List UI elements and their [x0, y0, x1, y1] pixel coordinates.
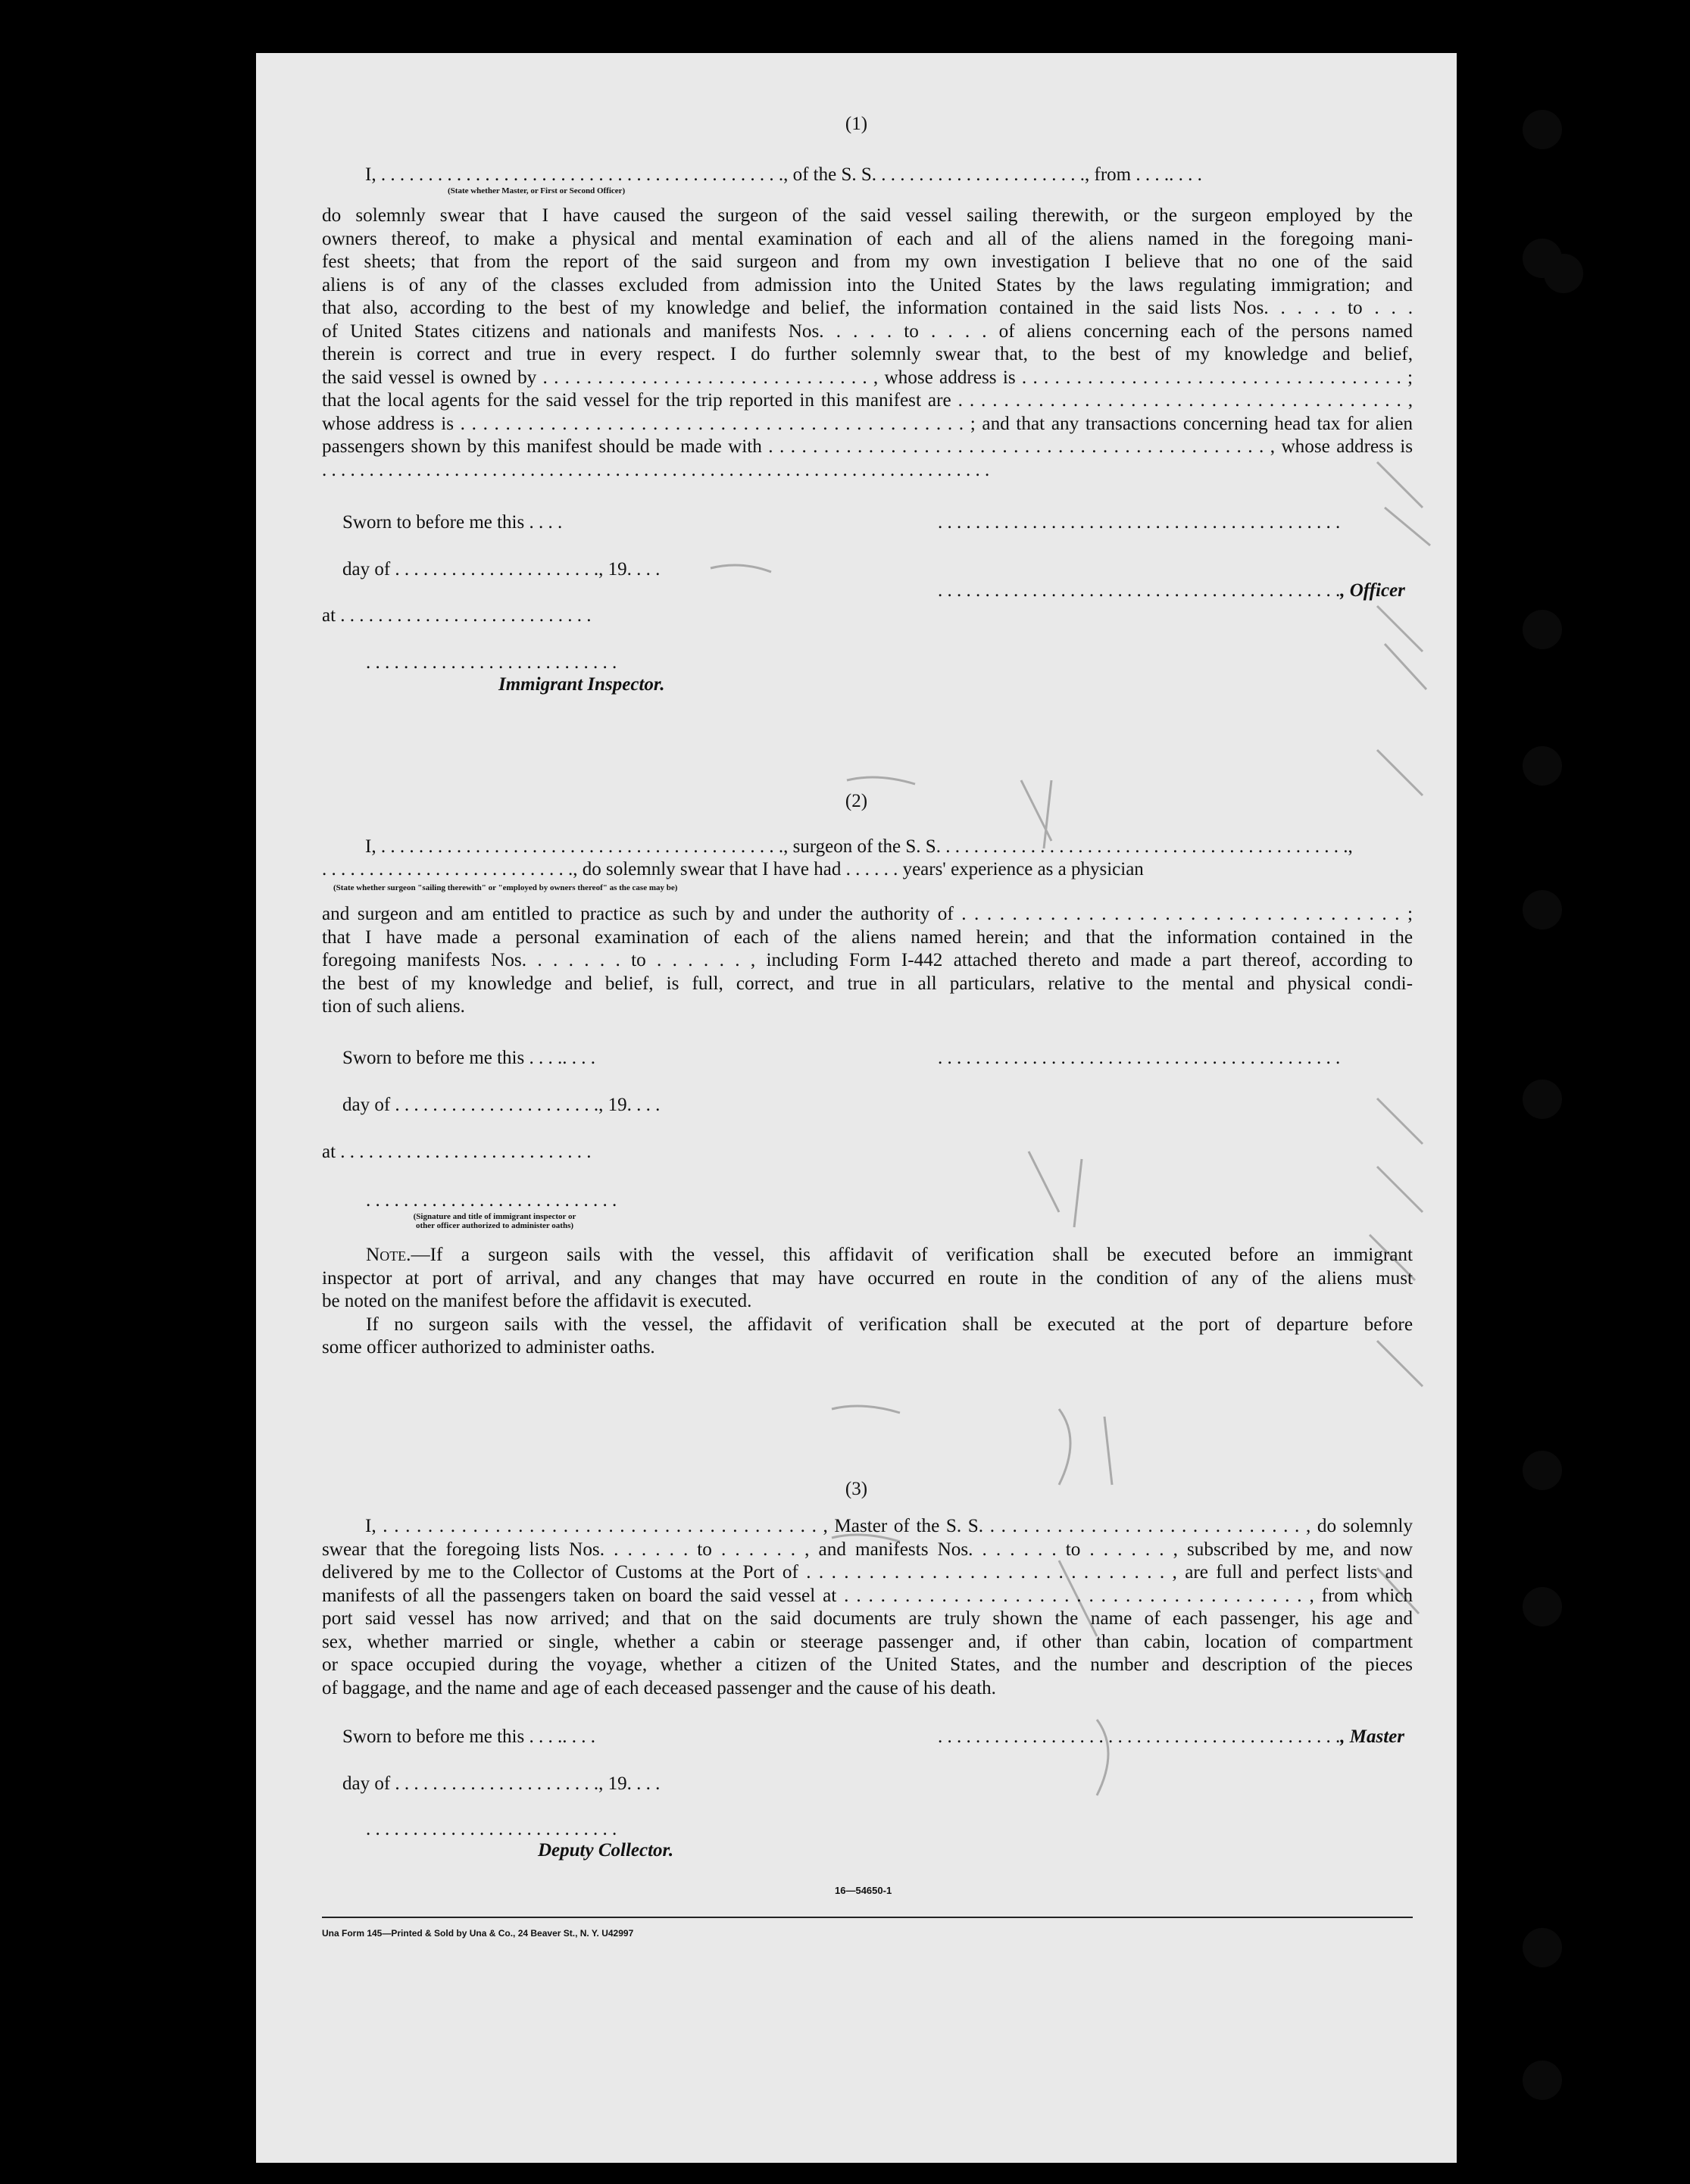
section-2-number: (2) [845, 791, 868, 811]
s2-day-label: day of [342, 1095, 391, 1115]
s3-para-line-6: sex, whether married or single, whether a cabin or steerage passenger and, if other than cabin, location of compartment [322, 1631, 1413, 1652]
s1-officer-label: , Officer [1340, 580, 1405, 601]
note-line-2: inspector at port of arrival, and any changes that may have occurred en route in the condition of any of the aliens must [322, 1267, 1413, 1289]
punch-hole [1523, 610, 1562, 649]
s2-para-line-1: and surgeon and am entitled to practice as such by and under the authority of . . . . . . . . . . . . . . . . . . . . . . . . . . . . . . . . . . . ; [322, 904, 1413, 924]
s1-para-line-10: whose address is . . . . . . . . . . . . . . . . . . . . . . . . . . . . . . . . . . . . . . . . . . . . . ; and that any transactions concerning head tax for alien [322, 413, 1413, 434]
s3-para-line-4: manifests of all the passengers taken on board the said vessel at . . . . . . . . . . . . . . . . . . . . . . . . . . . . . . . . . . . . . . , from which [322, 1585, 1413, 1606]
note-label: Note. [366, 1245, 411, 1265]
s3-para-line-5: port said vessel has now arrived; and that on the said documents are truly shown the name of each passenger, his age and [322, 1608, 1413, 1629]
s3-day-dots: . . . . . . . . . . . . . . . . . . . . . . [395, 1773, 599, 1794]
s2-sworn-label: Sworn to before me this [342, 1048, 525, 1068]
s1-para-line-11: passengers shown by this manifest should be made with . . . . . . . . . . . . . . . . . . . . . . . . . . . . . . . . . . . . . . . . . . . . . , whose address is [322, 436, 1413, 457]
s2-line-1-dots-b: . . . . . . . . . . . . . . . . . . . . . . . . . . . . . . . . . . . . . . . . . . . [945, 836, 1348, 857]
s2-line-1 [365, 836, 1353, 858]
s1-sworn-dots: . . . . [529, 512, 563, 533]
s2-signature-note-1: (Signature and title of immigrant inspector or [413, 1212, 576, 1221]
s3-para-line-8: of baggage, and the name and age of each deceased passenger and the cause of his death. [322, 1677, 996, 1698]
s1-para-line-7: therein is correct and true in every respect. I do further solemnly swear that, to the best of my knowledge and belief, [322, 344, 1413, 364]
s1-para-line-8: the said vessel is owned by . . . . . . . . . . . . . . . . . . . . . . . . . . . . . . , whose address is . . . . . . . . . . . . . . . . . . . . . . . . . . . . . . . . . . . ; [322, 367, 1413, 388]
s1-line-1-dots-a: . . . . . . . . . . . . . . . . . . . . . . . . . . . . . . . . . . . . . . . . . . . [380, 164, 784, 185]
s2-line-1-comma: , [1348, 836, 1353, 857]
s1-line-1-a: I, [365, 164, 381, 185]
s3-para-line-7: or space occupied during the voyage, whether a citizen of the United States, and the number and description of the pieces [322, 1654, 1413, 1675]
punch-hole [1523, 1080, 1562, 1119]
s2-at-label: at [322, 1142, 336, 1162]
note-line-4: If no surgeon sails with the vessel, the affidavit of verification shall be executed at the port of departure before [366, 1314, 1413, 1335]
s1-line-1-dots-b: . . . . . . . . . . . . . . . . . . . . . . [881, 164, 1086, 185]
s3-sworn-dots: . . . . [529, 1726, 563, 1747]
s1-at [322, 605, 592, 627]
footer-rule [322, 1917, 1413, 1918]
punch-hole [1523, 110, 1562, 149]
s1-line-1-dots-c: . . . . [1136, 164, 1170, 185]
s2-para-line-3: foregoing manifests Nos. . . . . . . to . . . . . . , including Form I-442 attached thereto and made a part thereof, according to [322, 950, 1413, 970]
note-line-5: some officer authorized to administer oaths. [322, 1337, 655, 1358]
s1-day-year-dots: . . . . [626, 559, 661, 580]
s1-day-dots: . . . . . . . . . . . . . . . . . . . . . . [395, 559, 599, 580]
s2-line-2-text: , do solemnly swear that I have had . . . . . . years' experience as a physician [573, 859, 1144, 880]
s1-para-line-5: that also, according to the best of my knowledge and belief, the information contained in the said lists Nos. . . . . to . . . [322, 298, 1413, 318]
s3-sworn [342, 1726, 595, 1748]
s2-at [322, 1141, 592, 1164]
s1-line-1 [365, 164, 1202, 186]
manifest-affidavit-page [256, 53, 1457, 2163]
s1-line-1-c: , from [1085, 164, 1136, 185]
s1-right-dots-1: . . . . . . . . . . . . . . . . . . . . . . . . . . . . . . . . . . . . . . . . . . . [938, 512, 1341, 533]
punch-hole [1523, 746, 1562, 786]
s2-sworn-dots-2: . . . . [562, 1048, 595, 1068]
s1-line-1-dots-d: . . . . [1169, 164, 1202, 185]
s1-para-line-2: owners thereof, to make a physical and mental examination of each and all of the aliens named in the foregoing mani- [322, 228, 1413, 249]
s3-day-label: day of [342, 1773, 391, 1794]
s2-line-1-b: , surgeon of the S. S. [783, 836, 946, 857]
section-3-number: (3) [845, 1479, 868, 1499]
s2-line-2-dots: . . . . . . . . . . . . . . . . . . . . . . . . . . . [322, 859, 573, 880]
note-line-1-text: —If a surgeon sails with the vessel, this affidavit of verification shall be executed before an immigrant [411, 1245, 1413, 1265]
note-line-1 [366, 1244, 1413, 1267]
s1-para-line-4: aliens is of any of the classes excluded from admission into the United States by the laws regulating immigration; and [322, 274, 1413, 295]
s1-para-line-12: . . . . . . . . . . . . . . . . . . . . . . . . . . . . . . . . . . . . . . . . . . . . . . . . . . . . . . . . . . . . . . . . . . . . . . . [322, 460, 990, 480]
s1-officer-line [938, 580, 1405, 602]
s1-immigrant-inspector: Immigrant Inspector. [498, 674, 665, 695]
s2-signature-dots: . . . . . . . . . . . . . . . . . . . . . . . . . . . [366, 1190, 617, 1211]
s2-para-line-5: tion of such aliens. [322, 996, 465, 1017]
s1-at-dots: . . . . . . . . . . . . . . . . . . . . . . . . . . . [340, 605, 592, 626]
s1-inspector-dots: . . . . . . . . . . . . . . . . . . . . . . . . . . . [366, 652, 617, 673]
form-code: 16—54650-1 [835, 1885, 892, 1896]
s3-day-nineteen: , 19 [598, 1773, 627, 1794]
punch-hole [1523, 1451, 1562, 1490]
punch-hole [1523, 890, 1562, 930]
section-1-number: (1) [845, 114, 868, 134]
s1-line-1-b: , of the S. S. [783, 164, 882, 185]
s2-day [342, 1094, 660, 1117]
s3-collector-dots: . . . . . . . . . . . . . . . . . . . . . . . . . . . [366, 1819, 617, 1839]
punch-hole [1544, 254, 1583, 293]
s1-officer-dots: . . . . . . . . . . . . . . . . . . . . . . . . . . . . . . . . . . . . . . . . . . . [938, 580, 1341, 601]
s2-line-2 [322, 858, 1144, 881]
s2-line-1-a: I, [365, 836, 381, 857]
s1-day-nineteen: , 19 [598, 559, 627, 580]
punch-hole [1523, 1587, 1562, 1626]
note-line-3: be noted on the manifest before the affidavit is executed. [322, 1291, 752, 1311]
s3-master-label: , Master [1340, 1726, 1404, 1747]
s1-master-note: (State whether Master, or First or Second Officer) [448, 186, 626, 195]
s3-para-line-1: I, . . . . . . . . . . . . . . . . . . . . . . . . . . . . . . . . . . . . . . . , Master of the S. S. . . . . . . . . . . . . . . . . . . . . . . . . . . . . , do solemnly [365, 1516, 1413, 1536]
s2-day-nineteen: , 19 [598, 1095, 627, 1115]
s2-at-dots: . . . . . . . . . . . . . . . . . . . . . . . . . . . [340, 1142, 592, 1162]
s3-day [342, 1773, 660, 1795]
s2-signature-note-2: other officer authorized to administer oaths) [415, 1221, 574, 1230]
s3-sworn-label: Sworn to before me this [342, 1726, 525, 1747]
s2-para-line-4: the best of my knowledge and belief, is full, correct, and true in all particulars, relative to the mental and physical condi- [322, 973, 1413, 994]
s3-sworn-dots-2: . . . . [562, 1726, 595, 1747]
s3-deputy-collector: Deputy Collector. [538, 1840, 674, 1861]
s1-sworn-label: Sworn to before me this [342, 512, 525, 533]
s2-surgeon-note: (State whether surgeon "sailing therewith" or "employed by owners thereof" as the case may be) [333, 883, 678, 892]
punch-hole [1523, 2061, 1562, 2100]
s2-sworn-dots: . . . . [529, 1048, 563, 1068]
s3-para-line-3: delivered by me to the Collector of Customs at the Port of . . . . . . . . . . . . . . . . . . . . . . . . . . . . . , are full and perfect lists and [322, 1562, 1413, 1583]
s3-day-year-dots: . . . . [626, 1773, 661, 1794]
s2-right-dots: . . . . . . . . . . . . . . . . . . . . . . . . . . . . . . . . . . . . . . . . . . . [938, 1048, 1341, 1068]
s1-para-line-6: of United States citizens and nationals and manifests Nos. . . . . to . . . . of aliens concerning each of the persons named [322, 320, 1413, 342]
s2-line-1-dots-a: . . . . . . . . . . . . . . . . . . . . . . . . . . . . . . . . . . . . . . . . . . . [380, 836, 784, 857]
s1-para-line-3: fest sheets; that from the report of the said surgeon and from my own investigation I believe that no one of the said [322, 252, 1413, 272]
s2-day-dots: . . . . . . . . . . . . . . . . . . . . . . [395, 1095, 599, 1115]
punch-hole [1523, 1928, 1562, 1967]
s2-day-year-dots: . . . . [626, 1095, 661, 1115]
printer-footer: Una Form 145—Printed & Sold by Una & Co., 24 Beaver St., N. Y. U42997 [322, 1928, 634, 1939]
s1-para-line-9: that the local agents for the said vessel for the trip reported in this manifest are . . . . . . . . . . . . . . . . . . . . . . . . . . . . . . . . . . . . . . . , [322, 390, 1413, 411]
s2-para-line-2: that I have made a personal examination of each of the aliens named herein; and that the information contained in the [322, 926, 1413, 948]
s1-para-line-1: do solemnly swear that I have caused the surgeon of the said vessel sailing therewith, or the surgeon employed by the [322, 205, 1413, 226]
s3-master-dots: . . . . . . . . . . . . . . . . . . . . . . . . . . . . . . . . . . . . . . . . . . . [938, 1726, 1341, 1747]
s1-day-label: day of [342, 559, 391, 580]
s1-day [342, 558, 660, 581]
s1-at-label: at [322, 605, 336, 626]
s3-para-line-2: swear that the foregoing lists Nos. . . . . . . to . . . . . . , and manifests Nos. . . . . . . to . . . . . . , subscribed by me, and now [322, 1539, 1413, 1560]
s2-sworn [342, 1047, 595, 1070]
s1-sworn [342, 511, 562, 534]
s3-master-line [938, 1726, 1404, 1748]
